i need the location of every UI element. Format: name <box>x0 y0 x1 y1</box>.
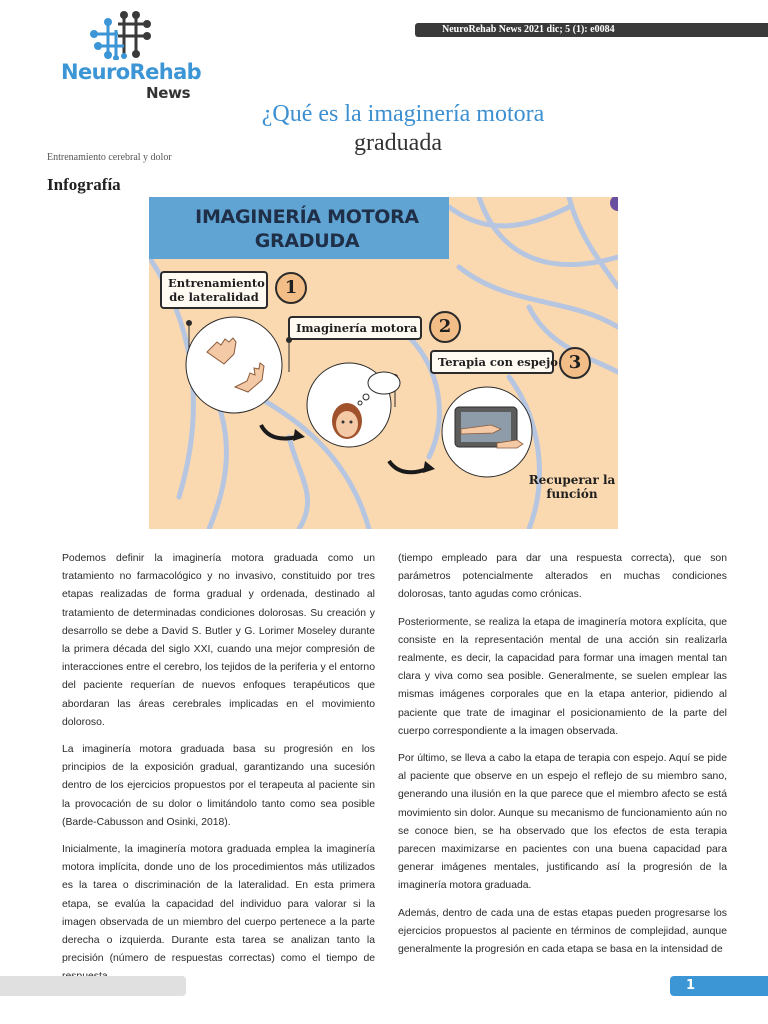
article-title-line2: graduada <box>354 130 442 156</box>
section-label: Entrenamiento cerebral y dolor <box>47 152 172 163</box>
mirror-icon <box>455 407 523 448</box>
paragraph: La imaginería motora graduada basa su progresión en los principios de la exposición gradual, garantizando una sucesión dentro de los ejercicios propuestos por el terapeuta al paciente sin la provocación de su dolor o limitándolo tanto como sea posible (Barde-Cabusson and Osinki, 2018). <box>62 744 375 828</box>
paragraph: (tiempo empleado para dar una respuesta correcta), que son parámetros potencialmente alterados en muchas condiciones dolorosas, tanto agudas como crónicas. <box>398 553 727 601</box>
body-column-right <box>398 550 727 968</box>
body-column-left <box>62 550 375 996</box>
step-number-3: 3 <box>559 347 591 379</box>
neurorehab-logo <box>58 8 202 102</box>
paragraph: Inicialmente, la imaginería motora graduada emplea la imaginería motora implícita, donde uno de los procedimientos más utilizados es la tarea o discriminación de la lateralidad. En esta primera etapa, se evalúa la capacidad del individuo para valorar si la imagen observada de un miembro del cuerpo pertenece a la parte derecha o izquierda. Durante esta tarea se analizan tanto la precisión (número de respuestas correctas) como el tiempo de <box>62 844 375 965</box>
infographic-banner <box>149 197 449 259</box>
step-number-2: 2 <box>429 311 461 343</box>
step-box-2 <box>288 316 422 340</box>
paragraph: Por último, se lleva a cabo la etapa de terapia con espejo. Aquí se pide al paciente que observe en un espejo el reflejo de su miembro sano, generando una ilusión en la que parece que el miembro afecto se está movimiento sin dolor. Aunque su mecanismo de funcionamiento aún no se conoce bien, se ha observado que los efectos de esta terapia parecen maximizarse en pacientes con una buena capacidad para generar imágenes mentales, justificando así la progresión de la imaginería motora graduada. <box>398 753 727 892</box>
page-number: 1 <box>670 976 768 996</box>
journal-reference: NeuroRehab News 2021 dic; 5 (1): e0084 <box>415 23 768 37</box>
logo-subname: News <box>146 84 191 102</box>
subheading: Infografía <box>47 175 121 194</box>
footer-bar <box>0 976 186 996</box>
step-number-1: 1 <box>275 272 307 304</box>
outcome-label: Recuperar la función <box>528 473 616 501</box>
step-box-1 <box>160 271 268 309</box>
logo-name: NeuroRehab <box>61 60 202 84</box>
paragraph: Posteriormente, se realiza la etapa de imaginería motora explícita, que consiste en la representación mental de una acción sin realizarla realmente, es decir, la capacidad para formar una imagen mental tan clara y viva como sea posible. Generalmente, se suelen emplear las mismas imágenes corporales que en la etapa anterior, pidiendo al paciente que trate de imaginar el posicionamiento de la parte del cuerpo correspondiente a la imagen observada. <box>398 616 727 737</box>
paragraph: Además, dentro de cada una de estas etapas pueden progresarse los ejercicios propuestos al paciente en términos de complejidad, aunque generalmente la progresión en cada etapa se basa en la intensidad de <box>398 907 727 956</box>
network-nodes-icon <box>88 10 152 60</box>
step-label-3: Terapia con espejo <box>438 355 558 369</box>
paragraph: Podemos definir la imaginería motora graduada como un tratamiento no farmacológico y no invasivo, constituido por tres etapas realizadas de forma gradual y ordenada, destinado al tratamiento de determinadas condiciones dolorosas. Su creación y desarrollo se debe a David S. Butler y G. Lorimer Moseley durante la primera década del siglo XXI, cuando una mejor compresión de interacciones entre el cerebro, los tejidos de la periferia y el entorno del paciente requerían de nuevos enfoques terapéuticos que abordaran las áreas cerebrales implicadas en el movimiento doloroso. <box>62 553 375 728</box>
infographic-title: IMAGINERÍA MOTORA GRADUDA <box>195 206 419 252</box>
step-label-1: Entrenamiento de lateralidad <box>168 276 265 304</box>
infographic <box>149 197 618 529</box>
step-box-3 <box>430 350 558 374</box>
face-icon <box>332 403 362 439</box>
article-title-line1: ¿Qué es la imaginería motora <box>261 101 545 127</box>
step-label-2: Imaginería motora <box>296 321 418 335</box>
